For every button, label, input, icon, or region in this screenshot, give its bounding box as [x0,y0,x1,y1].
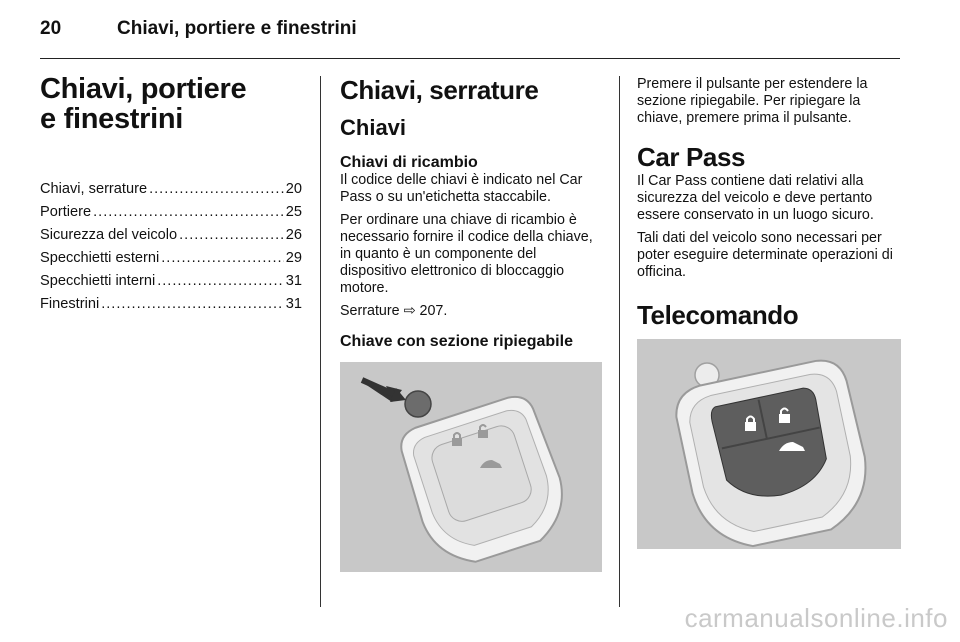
heading-remote-control: Telecomando [637,300,799,330]
paragraph-fold-instructions: Premere il pulsante per estendere la sezione ripiegabile. Per ripiegare la chiave, premere prima il pulsante. [637,76,868,126]
toc-leader-dots [101,293,284,316]
toc-entry-page: 31 [285,296,302,312]
chapter-toc-column [40,74,302,316]
toc-entry-label: Specchietti interni [40,273,156,289]
chapter-heading-line2: e finestrini [40,103,184,135]
toc-leader-dots [161,247,284,270]
folding-key-illustration [340,362,602,572]
paragraph-car-pass: Il Car Pass contiene dati relativi alla sicurezza del veicolo e deve pertanto essere conservato in un luogo sicuro. [637,173,874,223]
car-pass-column [637,76,901,549]
toc-entry[interactable] [40,201,302,224]
heading-folding-key: Chiave con sezione ripiegabile [340,333,573,350]
paragraph-key-code: Il codice delle chiavi è indicato nel Car Pass o su un'etichetta staccabile. [340,172,583,205]
heading-spare-keys: Chiavi di ricambio [340,154,478,171]
keys-locks-column [340,74,604,572]
table-of-contents [40,178,302,316]
toc-entry-label: Sicurezza del veicolo [40,227,178,243]
chapter-title: Chiavi, portiere e finestrini [117,18,357,39]
subsection-heading-keys: Chiavi [340,115,407,140]
toc-entry[interactable] [40,293,302,316]
toc-leader-dots [179,224,284,247]
chapter-heading-line1: Chiavi, portiere [40,73,247,105]
column-divider-2 [619,76,620,607]
toc-entry-page: 25 [285,204,302,220]
remote-control-illustration [637,339,901,549]
paragraph-locks-ref: Serrature ⇨ 207. [340,303,448,319]
toc-entry-page: 20 [285,181,302,197]
toc-leader-dots [157,270,284,293]
toc-entry-page: 26 [285,227,302,243]
section-heading-keys-locks: Chiavi, serrature [340,75,539,105]
paragraph-vehicle-data: Tali dati del veicolo sono necessari per poter eseguire determinate operazioni di officina. [637,230,893,280]
toc-entry-page: 29 [285,250,302,266]
toc-entry[interactable] [40,247,302,270]
page-number: 20 [40,18,62,39]
toc-entry[interactable] [40,224,302,247]
toc-entry-label: Portiere [40,204,92,220]
paragraph-ordering: Per ordinare una chiave di ricambio è necessario fornire il codice della chiave, in quanto è un componente del dispositivo elettronico di bloccaggio motore. [340,212,593,296]
toc-entry-page: 31 [285,273,302,289]
heading-car-pass: Car Pass [637,142,746,172]
toc-leader-dots [149,178,284,201]
toc-entry-label: Specchietti esterni [40,250,160,266]
toc-leader-dots [93,201,284,224]
toc-entry-label: Chiavi, serrature [40,181,148,197]
site-watermark: carmanualsonline.info [684,603,948,633]
header-rule [40,58,900,59]
column-divider-1 [320,76,321,607]
toc-entry[interactable] [40,270,302,293]
toc-entry-label: Finestrini [40,296,100,312]
key-release-button-icon [405,391,431,417]
chapter-heading [40,74,302,134]
toc-entry[interactable] [40,178,302,201]
